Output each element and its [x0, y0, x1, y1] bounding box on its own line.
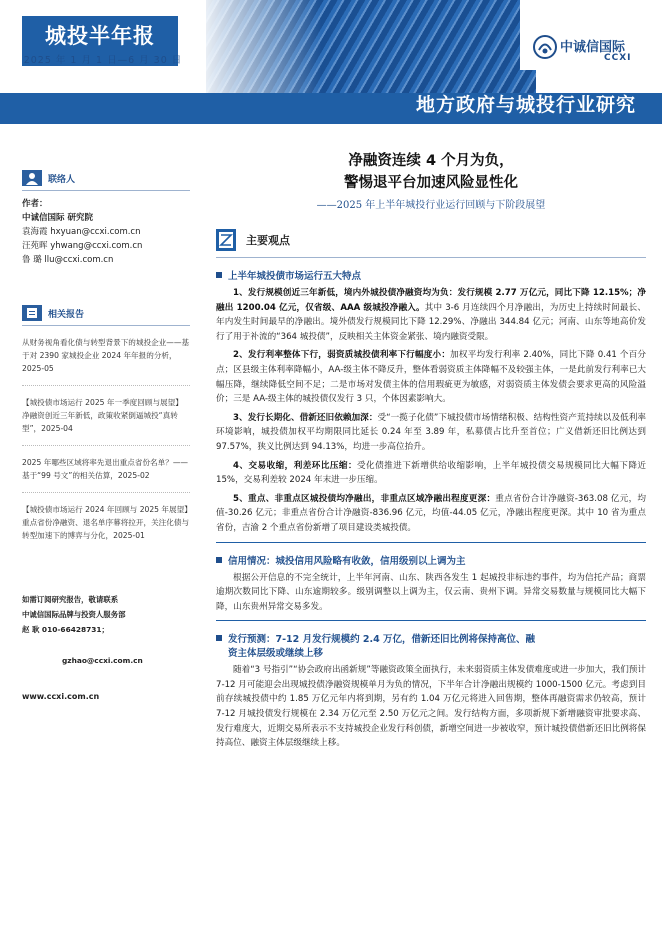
subscription-contact	[22, 592, 190, 668]
related-divider	[22, 325, 190, 326]
point-4-lead: 4、交易收缩，利差环比压缩：	[233, 460, 358, 471]
point-2-body: 加权平均发行利率 2.40%，同比下降 0.41 个百分点；区县级主体利率降幅小，AA-级主体不降反升，整体看弱资质主体降幅不及较强主体，一是此前发行利率已大幅压降，继续降低空间不足；二是市场对发债主体的信用瑕疵更为敏感，对弱资质主体发债会要求更高的风险溢价；三是 AA-级主体的城投债仅发行 3 只，个体因素影响大。	[216, 350, 646, 405]
key-points-icon	[216, 227, 238, 253]
section-bullet-icon	[216, 557, 222, 563]
point-5-lead: 5、重点、非重点区城投债均净融出，非重点区域净融出程度更深：	[233, 493, 496, 504]
report-type-title: 城投半年报	[45, 24, 155, 48]
related-report-link[interactable]: 从财务视角看化债与转型背景下的城投企业——基于对 2390 家城投企业 2024 年年报的分析，2025-05	[22, 338, 190, 373]
report-date-range: 2025 年 1 月 1 日—6 月 30 日	[23, 55, 183, 66]
point-3-body: 受“一揽子化债”下城投债市场情绪积极、结构性资产荒持续以及低利率环境影响，城投债加权平均期限同比延长 0.24 年至 3.89 年，私募债占比升至首位；广义借新还旧比例达到 97.57%，狭义比例达到 94.13%，均进一步高位抬升。	[216, 412, 647, 452]
subscribe-note: 如需订阅研究报告，敬请联系	[22, 595, 119, 604]
point-2-lead: 2、发行利率整体下行，弱资质城投债利率下行幅度小：	[233, 350, 451, 361]
service-dept: 中诚信国际品牌与投资人服务部	[22, 610, 126, 619]
report-header	[0, 0, 662, 130]
section-title: 信用情况：城投信用风险略有收敛，信用级别以上调为主	[228, 555, 466, 567]
section-title	[228, 631, 535, 659]
related-list	[22, 336, 190, 542]
credit-paragraph: 根据公开信息的不完全统计，上半年河南、山东、陕西各发生 1 起城投非标违约事件，均为信托产品；商票逾期次数同比下降、山东逾期较多。级别调整以上调为主，仅云南、贵州下调。异常交易数量与规模同比大幅下降，山东贵州异常交易多发。	[216, 572, 646, 612]
author-block	[22, 197, 190, 267]
related-reports-icon	[22, 305, 42, 321]
report-title-line1: 净融资连续 4 个月为负，	[348, 153, 514, 169]
point-4	[216, 459, 646, 488]
related-separator	[22, 492, 190, 493]
author-line: 袁海霞 hxyuan@ccxi.com.cn	[22, 227, 141, 237]
section-bullet-icon	[216, 635, 222, 641]
key-points-title: 主要观点	[246, 234, 290, 247]
section-heading	[216, 631, 646, 659]
section-bullet-icon	[216, 272, 222, 278]
related-separator	[22, 385, 190, 386]
forecast-paragraph: 随着“3 号指引”“协会政府出函新规”等融资政策全面执行，未来弱资质主体发债难度或进一步加大，我们预计 7-12 月可能迎会出现城投债净融资规模单月为负的情况，下半年合计净融出规模约 1000-1500 亿元。考虑到目前存续城投债中约 1.85 万亿元年内将到期，另有约 1.04 万亿元将进入回售期，整体再融资需求仍较高，预计 7-12 月城投债发行规模在 2.34 万亿元至 2.50 万亿元之间。发行结构方面，多项新规下新增融资审批要求高、发行难度大，近期交易所表示不支持城投企业发行科创债，新增空间进一步被收窄，预计城投债借新还旧比例将保持高位、融资主体层级继续上移。	[216, 665, 646, 749]
point-3-lead: 3、发行长期化、借新还旧依赖加深：	[233, 412, 378, 423]
report-title-line2: 警惕退平台加速风险显性化	[344, 175, 518, 191]
main-column	[216, 150, 646, 751]
point-3	[216, 411, 646, 455]
logo-text-cn: 中诚信国际	[560, 40, 626, 55]
section-title-line1: 发行预测：7-12 月发行规模约 2.4 万亿，借新还旧比例将保持高位、融	[228, 634, 536, 646]
point-5-body: 重点省份合计净融资-363.08 亿元，均值-30.26 亿元；非重点省份合计净融资-836.96 亿元，均值-44.05 亿元，净融出程度更深。其中 10 省为重点省份，吉渝 2 个重点省份新增了项目建设类城投债。	[216, 493, 646, 533]
contact-divider	[22, 190, 190, 191]
related-report-link[interactable]: 【城投债市场运行 2025 年一季度回顾与展望】净融资创近三年新低，政策收紧倒逼城投“真转型”，2025-04	[22, 398, 183, 433]
related-heading	[22, 305, 190, 321]
contact-heading	[22, 170, 190, 186]
related-report-link[interactable]: 【城投债市场运行 2024 年回顾与 2025 年展望】重点省份净融资、退名单序幕将拉开，关注化债与转型加速下的博弈与分化，2025-01	[22, 505, 190, 540]
contact-email[interactable]: gzhao@ccxi.com.cn	[62, 656, 143, 665]
sidebar	[22, 170, 190, 701]
point-5	[216, 492, 646, 536]
point-1-body: 其中 3-6 月连续四个月净融出，为历史上持续时间最长、年内发生时间最早的净融出。境外债发行规模同比下降 12.29%、净融出 344.84 亿元；河南、山东等地高价发行了用于补流的“364 城投债”，反映相关主体资金紧张、境内融资受限。	[216, 302, 646, 342]
section-divider	[216, 620, 646, 621]
banner-title: 地方政府与城投行业研究	[415, 94, 636, 116]
point-4-body: 受化债推进下新增供给收缩影响，上半年城投债交易规模同比大幅下降近 15%，交易利差较 2024 年末进一步压缩。	[216, 460, 646, 486]
point-1	[216, 286, 646, 344]
author-label: 作者：	[22, 199, 48, 209]
contact-person-icon	[22, 170, 42, 186]
report-subtitle: ——2025 年上半年城投行业运行回顾与下阶段展望	[316, 200, 546, 211]
section-heading	[216, 268, 646, 282]
institute-name: 中诚信国际 研究院	[22, 213, 93, 223]
point-1-lead: 1、发行规模创近三年新低，境内外城投债净融资均为负：发行规模 2.77 万亿元，同比下降 12.15%；净融出 1200.04 亿元，仅省级、AAA 级城投净融入。	[216, 288, 646, 313]
website-link[interactable]: www.ccxi.com.cn	[22, 692, 100, 701]
related-report-link[interactable]: 2025 年哪些区域将率先退出重点省份名单？——基于“99 号文”的相关估算，2025-02	[22, 458, 189, 480]
section-divider	[216, 542, 646, 543]
related-heading-label: 相关报告	[48, 309, 85, 320]
contact-person: 赵 耿 010-66428731；	[22, 625, 109, 634]
author-line: 鲁 璐 llu@ccxi.com.cn	[22, 255, 114, 265]
logo-text-en: CCXI	[604, 53, 632, 63]
author-line: 汪苑晖 yhwang@ccxi.com.cn	[22, 241, 143, 251]
contact-heading-label: 联络人	[48, 174, 76, 185]
header-stripe-fade	[206, 0, 536, 93]
key-points-heading	[216, 227, 646, 253]
point-2	[216, 348, 646, 406]
key-points-divider	[216, 257, 646, 258]
ccxi-logo-icon	[532, 34, 558, 60]
related-separator	[22, 445, 190, 446]
section-title-line2: 资主体层级或继续上移	[228, 648, 324, 660]
section-title: 上半年城投债市场运行五大特点	[228, 271, 362, 282]
section-heading	[216, 553, 646, 567]
